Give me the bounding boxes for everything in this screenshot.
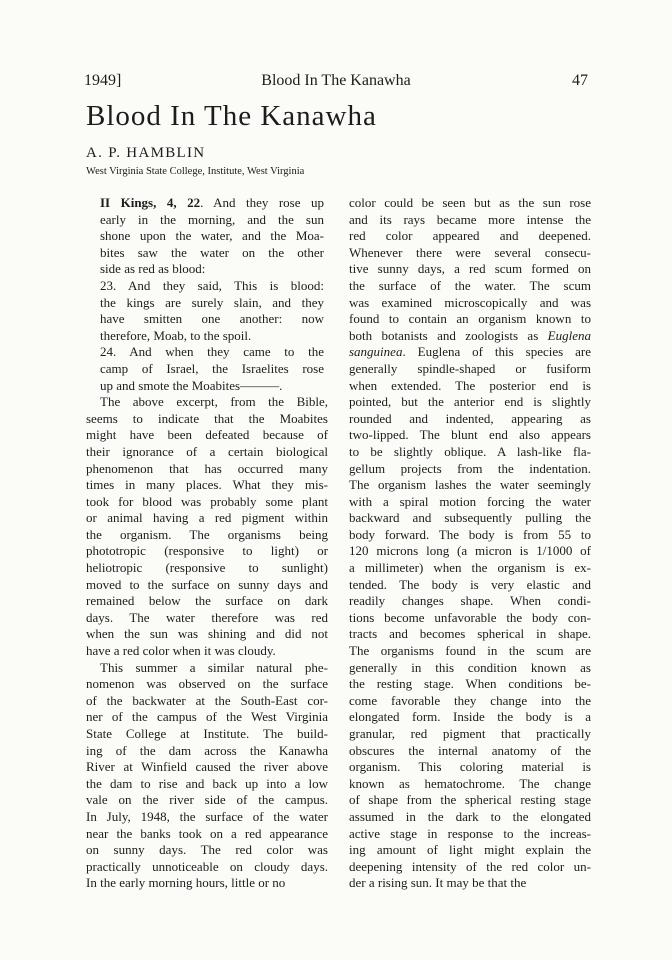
text-line: might have been defeated because of <box>86 427 328 443</box>
text-line: color could be seen but as the sun rose <box>349 195 591 210</box>
text-line: ing of the dam across the Kanawha <box>86 742 328 758</box>
text-line: The organism lashes the water seemingly <box>349 477 591 493</box>
text-line: of the backwater at the South-East cor- <box>86 692 328 708</box>
text-line: when extended. The posterior end is <box>349 377 591 393</box>
text-line: have smitten one another: now <box>100 311 324 327</box>
text-line: times in many places. What they mis- <box>86 477 328 493</box>
text-line: The organisms found in the scum are <box>349 643 591 659</box>
text-line: or animal having a red pigment within <box>86 510 328 526</box>
text-line: tive sunny days, a red scum formed on <box>349 261 591 277</box>
text-line: to be slightly oblique. A lash-like fla- <box>349 443 591 459</box>
text-line: therefore, Moab, to the spoil. <box>100 327 252 343</box>
text-line: of shape from the spherical resting stage <box>349 792 591 808</box>
text-line: 24. And when they came to the <box>100 344 324 360</box>
text-line: granular, red pigment that practically <box>349 726 591 741</box>
text-line: the surface of the water. The scum <box>349 277 591 293</box>
text-line: assumed in the dark to the elongated <box>349 808 591 824</box>
text-line: obscures the internal anatomy of the <box>349 742 591 758</box>
text-line: bites saw the water on the other <box>100 244 324 260</box>
text-line: ing amount of light might explain the <box>349 842 591 858</box>
page-number: 47 <box>572 72 588 89</box>
text-line: and its rays became more intense the <box>349 211 591 227</box>
text-line: tracts and becomes spherical in shape. <box>349 626 591 642</box>
text-line: their ignorance of a certain biological <box>86 443 328 459</box>
left-column <box>86 195 328 892</box>
text-line: rounded and indented, appearing as <box>349 410 591 426</box>
text-line: on sunny days. The red color was <box>86 842 328 858</box>
text-line: camp of Israel, the Israelites rose <box>100 360 324 376</box>
text-line: Whenever there were several consecu- <box>349 244 591 260</box>
text-line: moved to the surface on sunny days and <box>86 576 328 592</box>
text-line: readily changes shape. When condi- <box>349 593 591 609</box>
text-line: vale on the river side of the campus. <box>86 792 328 808</box>
text-line: shone upon the water, and the Moa- <box>100 228 324 244</box>
text-line: found to contain an organism known to <box>349 311 591 327</box>
text-line: seems to indicate that the Moabites <box>86 410 328 426</box>
article-title: Blood In The Kanawha <box>86 100 377 132</box>
text-line: elongated form. Inside the body is a <box>349 709 591 725</box>
text-line: come favorable they change into the <box>349 692 591 708</box>
text-line: sanguinea. Euglena of this species are <box>349 344 591 360</box>
text-line: phenomenon that has occurred many <box>86 460 328 476</box>
text-line: red color appeared and deepened. <box>349 228 591 244</box>
text-line: the dam to rise and back up into a low <box>86 775 328 791</box>
text-line: 23. And they said, This is blood: <box>100 277 324 293</box>
text-line: near the banks took on a red appearance <box>86 825 328 841</box>
text-line: remained below the surface on dark <box>86 593 328 609</box>
running-head <box>84 72 588 92</box>
text-line: took for blood was probably some plant <box>86 493 328 509</box>
text-line: The above excerpt, from the Bible, <box>100 394 328 410</box>
running-head-year: 1949] <box>84 72 122 89</box>
text-line: 120 microns long (a micron is 1/1000 of <box>349 543 591 559</box>
text-line: nomenon was observed on the surface <box>86 676 328 692</box>
text-line: River at Winfield caused the river above <box>86 759 328 775</box>
text-line: when the sun was shining and did not <box>86 626 328 642</box>
text-line: have a red color when it was cloudy. <box>86 643 276 659</box>
text-line: the organism. The organisms being <box>86 526 328 542</box>
author-name: A. P. HAMBLIN <box>86 145 206 161</box>
author-affiliation: West Virginia State College, Institute, West Virginia <box>86 166 305 177</box>
text-line: This summer a similar natural phe- <box>100 659 328 675</box>
right-column <box>349 195 591 892</box>
text-line: known as hematochrome. The change <box>349 775 591 791</box>
text-line: early in the morning, and the sun <box>100 211 324 227</box>
text-line: gellum projects from the indentation. <box>349 460 591 476</box>
text-line: up and smote the Moabites———. <box>100 377 283 393</box>
text-line: II Kings, 4, 22. And they rose up <box>100 195 324 210</box>
text-line: heliotropic (responsive to sunlight) <box>86 560 328 576</box>
text-line: side as red as blood: <box>100 261 206 277</box>
text-line: with a spiral motion forcing the water <box>349 493 591 509</box>
text-line: tions become unfavorable the body con- <box>349 609 591 625</box>
text-line: both botanists and zoologists as Euglena <box>349 327 591 343</box>
text-line: practically unnoticeable on cloudy days. <box>86 858 328 874</box>
running-head-title: Blood In The Kanawha <box>261 72 411 89</box>
text-line: active stage in response to the increas- <box>349 825 591 841</box>
text-line: In the early morning hours, little or no <box>86 875 286 891</box>
text-line: a millimeter) when the organism is ex- <box>349 560 591 576</box>
text-line: body forward. The body is from 55 to <box>349 526 591 542</box>
text-line: phototropic (responsive to light) or <box>86 543 328 559</box>
text-line: generally in this condition known as <box>349 659 591 675</box>
text-line: State College at Institute. The build- <box>86 726 328 741</box>
text-line: the resting stage. When conditions be- <box>349 676 591 692</box>
text-line: deepening intensity of the red color un- <box>349 858 591 874</box>
text-line: backward and subsequently pulling the <box>349 510 591 526</box>
text-line: the kings are surely slain, and they <box>100 294 324 310</box>
text-line: tended. The body is very elastic and <box>349 576 591 592</box>
text-line: pointed, but the anterior end is slightly <box>349 394 591 410</box>
text-line: der a rising sun. It may be that the <box>349 875 527 891</box>
text-line: was examined microscopically and was <box>349 294 591 310</box>
text-line: days. The water therefore was red <box>86 609 328 625</box>
text-line: In July, 1948, the surface of the water <box>86 808 328 824</box>
text-line: generally spindle-shaped or fusiform <box>349 360 591 376</box>
text-line: two-lipped. The blunt end also appears <box>349 427 591 443</box>
text-line: ner of the campus of the West Virginia <box>86 709 328 725</box>
text-line: organism. This coloring material is <box>349 759 591 775</box>
